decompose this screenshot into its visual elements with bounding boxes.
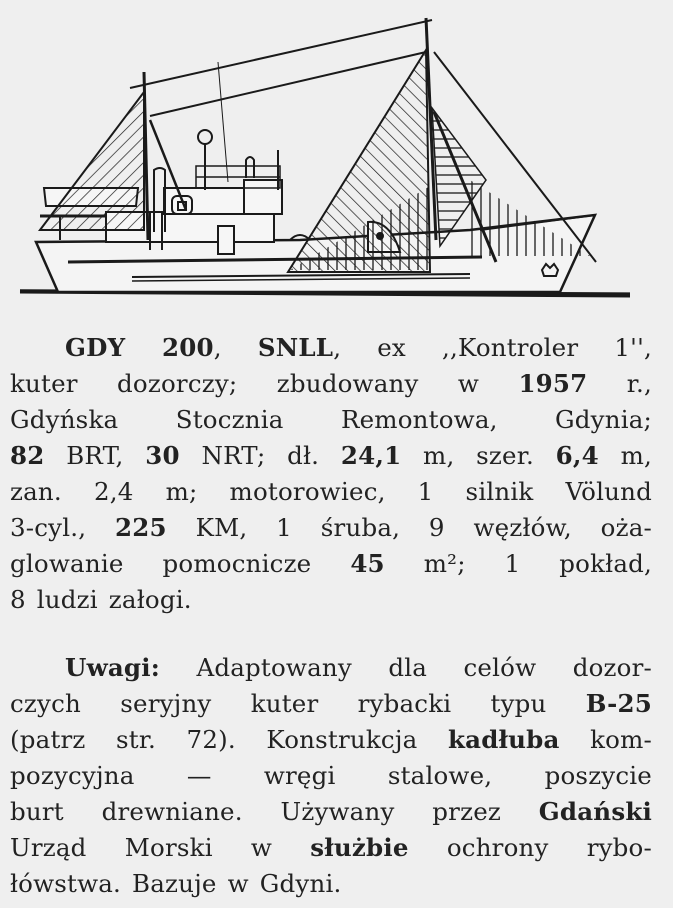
entry-line: 8 ludzi załogi. [10, 585, 192, 614]
entry-line: 82 BRT, 30 NRT; dł. 24,1 m, szer. 6,4 m, [10, 441, 652, 470]
remarks-label: Uwagi: [65, 653, 161, 682]
entry-line: 3-cyl., 225 KM, 1 śruba, 9 węzłów, oża- [10, 513, 652, 542]
entry-line: Gdyńska Stocznia Remontowa, Gdynia; [10, 405, 652, 434]
remarks-paragraph [10, 650, 652, 902]
ship-illustration [0, 0, 673, 310]
remarks-line: łówstwa. Bazuje w Gdyni. [10, 869, 342, 898]
entry-line: kuter dozorczy; zbudowany w 1957 r., [10, 369, 652, 398]
remarks-line: Urząd Morski w służbie ochrony rybo- [10, 833, 652, 862]
entry-line: GDY 200, SNLL, ex ,,Kontroler 1'', [65, 333, 652, 362]
entry-line: glowanie pomocnicze 45 m²; 1 pokład, [10, 549, 652, 578]
ship-drawing-icon [0, 0, 673, 310]
remarks-line: burt drewniane. Używany przez Gdański [10, 797, 652, 826]
remarks-line: pozycyjna — wręgi stalowe, poszycie [10, 761, 652, 790]
remarks-line: czych seryjny kuter rybacki typu B-25 [10, 689, 652, 718]
ship-entry-paragraph [10, 330, 652, 618]
remarks-line: (patrz str. 72). Konstrukcja kadłuba kom- [10, 725, 652, 754]
remarks-line: Uwagi: Adaptowany dla celów dozor- [65, 653, 652, 682]
entry-line: zan. 2,4 m; motorowiec, 1 silnik Völund [10, 477, 652, 506]
